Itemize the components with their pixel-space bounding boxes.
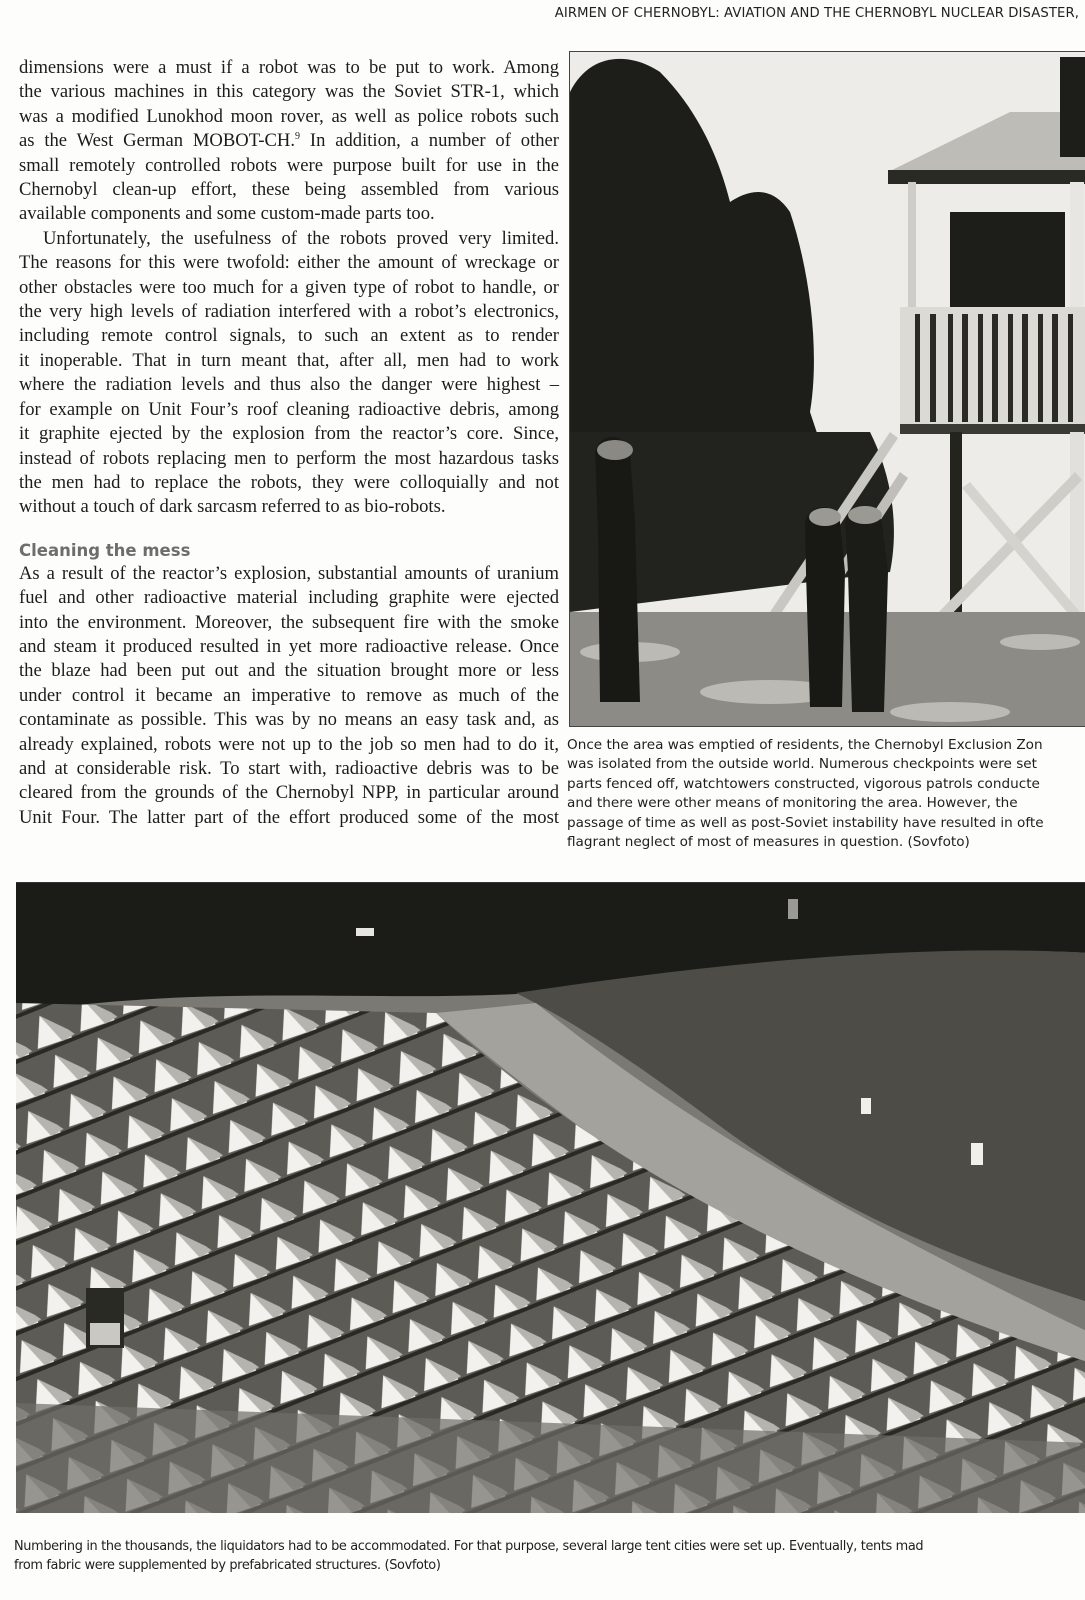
- text-line: dimensions were a must if a robot was to be put to work. Among: [19, 57, 559, 78]
- text-line: under control it became an imperative to remove as much of the: [19, 684, 559, 706]
- text-line: without a touch of dark sarcasm referred to as bio-robots.: [19, 496, 446, 518]
- tent-city-image: [16, 883, 1085, 1513]
- text-line: and steam it produced resulted in yet more radioactive release. Once: [19, 635, 559, 657]
- text-line: As a result of the reactor’s explosion, substantial amounts of uranium: [19, 562, 559, 584]
- text-line: small remotely controlled robots were purpose built for use in the: [19, 154, 559, 176]
- text-line: instead of robots replacing men to perform the most hazardous tasks: [19, 447, 559, 469]
- watchtower-image: [570, 52, 1085, 726]
- text-line: into the environment. Moreover, the subsequent fire with the smoke: [19, 611, 559, 633]
- footnote-ref[interactable]: 9: [295, 131, 301, 143]
- text-line: and at considerable risk. To start with, radioactive debris was to be: [19, 757, 559, 779]
- caption-line: was isolated from the outside world. Numerous checkpoints were set: [567, 756, 1037, 773]
- caption-line: Numbering in the thousands, the liquidators had to be accommodated. For that purpose, several large tent cities were set up. Eventually, tents mad: [14, 1539, 924, 1554]
- body-column: [19, 56, 559, 830]
- text-line: other obstacles were too much for a given type of robot to handle, or: [19, 276, 559, 298]
- text-line: it inoperable. That in turn meant that, after all, men had to work: [19, 349, 559, 371]
- text-line: including remote control signals, to such an extent as to render: [19, 325, 559, 347]
- text-line: for example on Unit Four’s roof cleaning radioactive debris, among: [19, 398, 559, 420]
- text-line: where the radiation levels and thus also the danger were highest –: [19, 374, 559, 396]
- text-fragment: as the West German MOBOT-CH.: [19, 130, 296, 152]
- paragraph-2: [19, 227, 559, 520]
- text-fragment: In addition, a number of other: [300, 130, 559, 152]
- text-line: available components and some custom-made parts too.: [19, 203, 435, 225]
- text-line: the blaze had been put out and the situation brought more or less: [19, 660, 559, 682]
- text-line: it graphite ejected by the explosion from the reactor’s core. Since,: [19, 423, 559, 445]
- watchtower-caption: [567, 736, 1085, 852]
- text-line: was a modified Lunokhod moon rover, as well as police robots such: [19, 105, 559, 127]
- text-line: the various machines in this category was the Soviet STR-1, which: [19, 81, 559, 103]
- text-line: the men had to replace the robots, they were colloquially and not: [19, 471, 559, 493]
- caption-line: and there were other means of monitoring the area. However, the: [567, 795, 1018, 812]
- caption-line: parts fenced off, watchtowers constructed, vigorous patrols conducte: [567, 775, 1040, 792]
- text-line: fuel and other radioactive material including graphite were ejected: [19, 587, 559, 609]
- text-line: already explained, robots were not up to the job so men had to do it,: [19, 733, 559, 755]
- section-heading: Cleaning the mess: [19, 540, 191, 560]
- text-line: Unit Four. The latter part of the effort produced some of the most: [19, 806, 559, 828]
- caption-line: flagrant neglect of most of measures in question. (Sovfoto): [567, 834, 970, 851]
- paragraph-1: [19, 56, 559, 227]
- text-line: contaminate as possible. This was by no means an easy task and, as: [19, 709, 559, 731]
- paragraph-3: [19, 562, 559, 830]
- caption-line: Once the area was emptied of residents, the Chernobyl Exclusion Zon: [567, 737, 1043, 753]
- text-line: cleared from the grounds of the Chernobyl NPP, in particular around: [19, 782, 559, 804]
- text-line: Chernobyl clean-up effort, these being assembled from various: [19, 179, 559, 201]
- tent-city-photo: [16, 882, 1085, 1513]
- tent-city-caption: [14, 1537, 1085, 1575]
- running-head: AIRMEN OF CHERNOBYL: AVIATION AND THE CHERNOBYL NUCLEAR DISASTER,: [554, 6, 1079, 21]
- caption-line: passage of time as well as post-Soviet instability have resulted in ofte: [567, 814, 1044, 831]
- text-line: Unfortunately, the usefulness of the robots proved very limited.: [43, 227, 559, 249]
- watchtower-photo: [569, 51, 1085, 727]
- text-line: [19, 129, 559, 153]
- caption-line: from fabric were supplemented by prefabricated structures. (Sovfoto): [14, 1558, 441, 1573]
- text-line: The reasons for this were twofold: either the amount of wreckage or: [19, 252, 559, 274]
- text-line: the very high levels of radiation interfered with a robot’s electronics,: [19, 301, 559, 323]
